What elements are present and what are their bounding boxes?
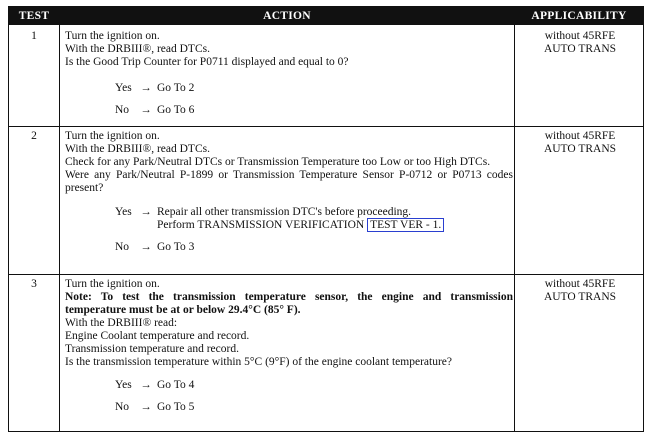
action-line: With the DRBIII® read: [65, 317, 178, 329]
action-cell [65, 130, 513, 254]
test-number: 1 [31, 30, 37, 42]
note-line: Note: To test the transmission temperature sensor, the engine and transmission temperature must be at or below 29.4°C (85° F). [65, 291, 513, 316]
action-cell [65, 278, 513, 414]
header-applicability: APPLICABILITY [531, 10, 627, 22]
action-cell [65, 30, 513, 117]
action-line: Turn the ignition on. [65, 30, 160, 42]
diagnostic-table [8, 6, 644, 432]
test-number: 2 [31, 130, 37, 142]
header-action: ACTION [263, 10, 311, 22]
applicability-cell: without 45RFE AUTO TRANS [543, 130, 617, 155]
no-answer: No → Go To 6 [115, 104, 195, 116]
table-header [9, 7, 643, 25]
yes-answer: Yes → Repair all other transmission DTC's before proceeding. [115, 206, 412, 218]
test-number: 3 [31, 278, 37, 290]
action-line: Is the Good Trip Counter for P0711 displayed and equal to 0? [65, 56, 349, 68]
table-row [9, 127, 643, 274]
header-test: TEST [18, 10, 50, 22]
table-row [9, 275, 643, 431]
applicability-cell: without 45RFE AUTO TRANS [543, 30, 617, 55]
action-line: Were any Park/Neutral P-1899 or Transmission Temperature Sensor P-0712 or P0713 codes present? [65, 169, 513, 194]
action-line: Engine Coolant temperature and record. [65, 330, 250, 342]
action-line: Check for any Park/Neutral DTCs or Transmission Temperature too Low or too High DTCs. [65, 156, 491, 168]
yes-answer: Yes → Go To 2 [115, 82, 195, 94]
action-line: Turn the ignition on. [65, 130, 160, 142]
action-line: Is the transmission temperature within 5°C (9°F) of the engine coolant temperature? [65, 356, 452, 368]
yes-answer-continued: Perform TRANSMISSION VERIFICATION TEST VER - 1. [157, 219, 513, 232]
action-line: Turn the ignition on. [65, 278, 160, 290]
action-line: Transmission temperature and record. [65, 343, 239, 355]
no-answer: No → Go To 5 [115, 401, 195, 413]
applicability-cell: without 45RFE AUTO TRANS [543, 278, 617, 303]
test-ver-1-link[interactable]: TEST VER - 1. [367, 218, 444, 232]
action-line: With the DRBIII®, read DTCs. [65, 43, 210, 55]
table-row [9, 27, 643, 126]
no-answer: No → Go To 3 [115, 241, 195, 253]
yes-answer: Yes → Go To 4 [115, 379, 195, 391]
action-line: With the DRBIII®, read DTCs. [65, 143, 210, 155]
